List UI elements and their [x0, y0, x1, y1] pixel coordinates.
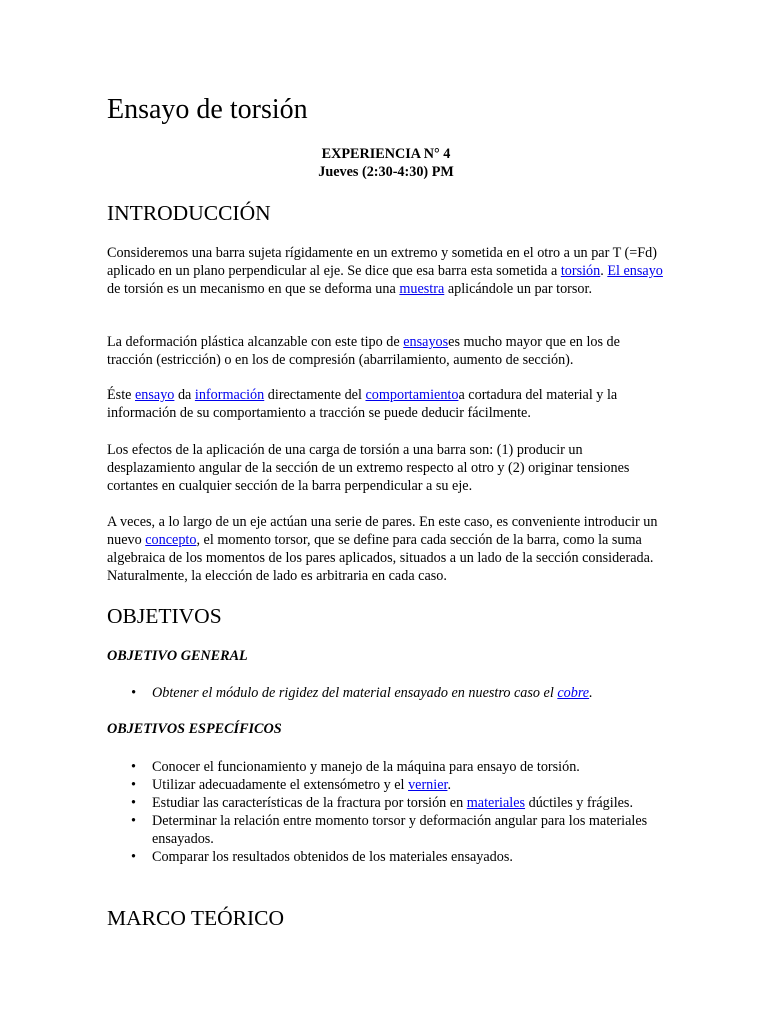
link-informacion[interactable]: información — [194, 387, 265, 403]
text-span: es mucho mayor que en los de tracción (estricción) o en los de compresión (abarrilamiento, aumento de sección). — [107, 334, 620, 368]
link-materiales[interactable]: materiales — [466, 795, 526, 811]
general-objective-list — [107, 684, 665, 702]
list-item: • Determinar la relación entre momento torsor y deformación angular para los materiales ensayados. — [107, 812, 665, 848]
page-title: Ensayo de torsión — [107, 94, 308, 125]
link-concepto[interactable]: concepto — [145, 532, 197, 548]
intro-heading: INTRODUCCIÓN — [107, 201, 271, 225]
text-span: Éste — [107, 387, 135, 403]
text-span: directamente del — [264, 387, 366, 403]
link-ensayos[interactable]: ensayos — [403, 334, 449, 350]
general-objective-heading: OBJETIVO GENERAL — [107, 648, 248, 664]
text-span: La deformación plástica alcanzable con este tipo de — [107, 334, 404, 350]
text-span: A veces, a lo largo de un eje actúan una serie de pares. En este caso, es conveniente introducir un nuevo — [107, 514, 658, 548]
intro-paragraph-4: Los efectos de la aplicación de una carga de torsión a una barra son: (1) producir un desplazamiento angular de la sección de un extremo respecto al otro y (2) originar tensiones cortantes en cualquier sección de la barra perpendicular a su eje. — [107, 442, 630, 494]
intro-paragraph-5 — [107, 513, 665, 585]
list-item: • Comparar los resultados obtenidos de los materiales ensayados. — [107, 848, 665, 866]
link-comportamiento[interactable]: comportamiento — [365, 387, 459, 403]
text-span: aplicándole un par torsor. — [444, 281, 593, 297]
intro-paragraph-1 — [107, 244, 665, 298]
text-span: Utilizar adecuadamente el extensómetro y el — [152, 777, 409, 793]
list-item — [107, 684, 665, 702]
intro-paragraph-2 — [107, 333, 665, 369]
text-span: . — [589, 685, 593, 701]
link-vernier[interactable]: vernier — [408, 777, 448, 793]
link-cobre[interactable]: cobre — [557, 685, 590, 701]
intro-paragraph-3 — [107, 386, 665, 422]
specific-objectives-heading: OBJETIVOS ESPECÍFICOS — [107, 721, 282, 737]
text-span: Consideremos una barra sujeta rígidamente en un extremo y sometida en el otro a un par T (=Fd) aplicado en un plano perpendicular al eje. Se dice que esa barra esta sometida a — [107, 245, 657, 279]
experience-info — [107, 145, 665, 181]
objectives-heading: OBJETIVOS — [107, 604, 222, 628]
list-item — [107, 776, 665, 794]
experience-schedule: Jueves (2:30-4:30) PM — [318, 164, 454, 180]
text-span: , el momento torsor, que se define para cada sección de la barra, como la suma algebraica de los momentos de los pares aplicados, situados a un lado de la sección considerada. Naturalmente, la elección de lado es arbitraria en cada caso. — [107, 532, 654, 584]
text-span: de torsión es un mecanismo en que se deforma una — [107, 281, 400, 297]
framework-heading: MARCO TEÓRICO — [107, 906, 284, 930]
text-span: da — [174, 387, 195, 403]
text-span: . — [447, 777, 451, 793]
link-ensayo[interactable]: ensayo — [134, 387, 175, 403]
text-span: Obtener el módulo de rigidez del material ensayado en nuestro caso el — [152, 685, 558, 701]
specific-objectives-list — [107, 758, 665, 866]
experience-number: EXPERIENCIA N° 4 — [321, 146, 451, 162]
link-el-ensayo[interactable]: El ensayo — [607, 263, 663, 279]
text-span: dúctiles y frágiles. — [525, 795, 633, 811]
text-span: Estudiar las características de la fractura por torsión en — [152, 795, 467, 811]
link-muestra[interactable]: muestra — [399, 281, 445, 297]
list-item: • Conocer el funcionamiento y manejo de la máquina para ensayo de torsión. — [107, 758, 665, 776]
list-item — [107, 794, 665, 812]
text-span: a cortadura del material y la información de su comportamiento a tracción se puede deducir fácilmente. — [107, 387, 618, 421]
text-span: . — [600, 263, 608, 279]
link-torsion[interactable]: torsión — [560, 263, 601, 279]
